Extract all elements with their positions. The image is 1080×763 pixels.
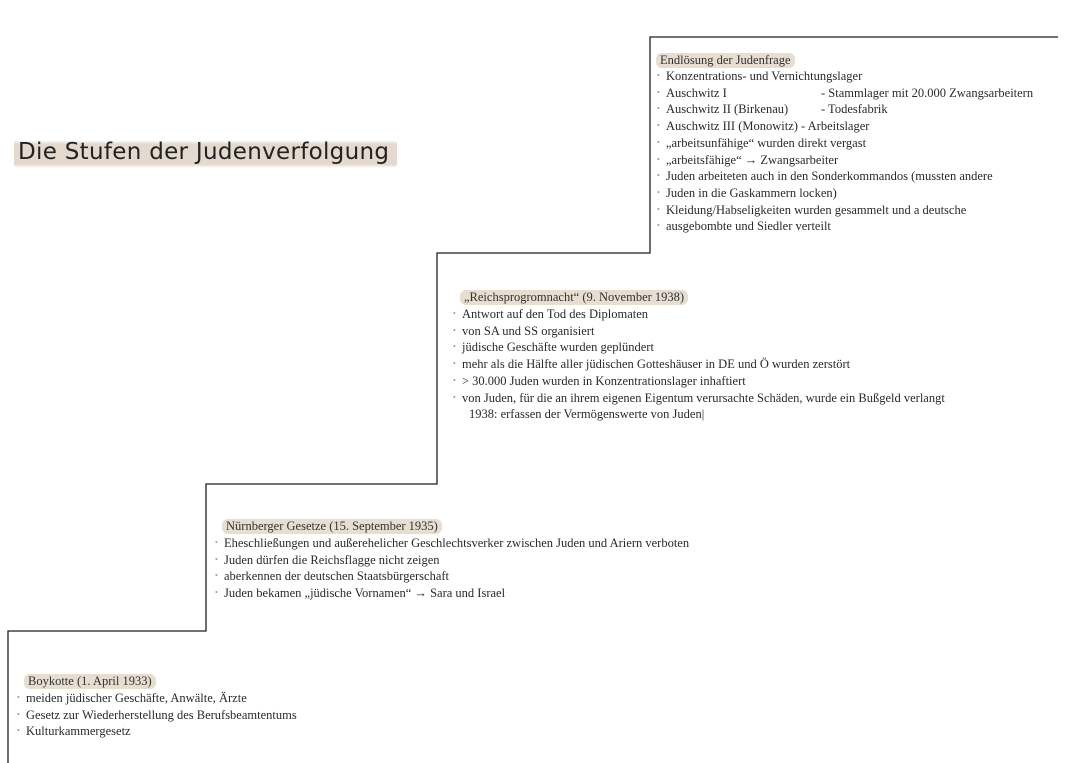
section-list [656, 68, 1033, 235]
list-item: • von SA und SS organisiert [452, 323, 945, 340]
section-reichspogromnacht [452, 288, 945, 423]
list-item: • Auschwitz II (Birkenau) - Todesfabrik [656, 101, 1033, 118]
list-item: • „arbeitsunfähige“ wurden direkt vergast [656, 135, 1033, 152]
section-heading: Nürnberger Gesetze (15. September 1935) [222, 519, 442, 534]
section-heading: Boykotte (1. April 1933) [24, 674, 156, 689]
list-item: • von Juden, für die an ihrem eigenen Eigentum verursachte Schäden, wurde ein Bußgeld verlangt [452, 390, 945, 407]
section-heading: Endlösung der Judenfrage [656, 53, 795, 68]
section-boykotte [16, 672, 297, 740]
list-item: • > 30.000 Juden wurden in Konzentrationslager inhaftiert [452, 373, 945, 390]
list-item: • Juden arbeiteten auch in den Sonderkommandos (mussten andere [656, 168, 1033, 185]
section-list [16, 690, 297, 740]
page-title: Die Stufen der Judenverfolgung [14, 138, 397, 168]
list-item: • Antwort auf den Tod des Diplomaten [452, 306, 945, 323]
list-item: • meiden jüdischer Geschäfte, Anwälte, Ärzte [16, 690, 297, 707]
section-endloesung [656, 51, 1033, 235]
list-item: • mehr als die Hälfte aller jüdischen Gotteshäuser in DE und Ö wurden zerstört [452, 356, 945, 373]
section-nuernberger-gesetze [214, 517, 689, 602]
list-item: • „arbeitsfähige“ → Zwangsarbeiter [656, 152, 1033, 169]
list-item: • Auschwitz III (Monowitz) - Arbeitslager [656, 118, 1033, 135]
list-item: • Juden dürfen die Reichsflagge nicht zeigen [214, 552, 689, 569]
list-item: • aberkennen der deutschen Staatsbürgerschaft [214, 568, 689, 585]
list-item: • Kulturkammergesetz [16, 723, 297, 740]
list-item: • Gesetz zur Wiederherstellung des Berufsbeamtentums [16, 707, 297, 724]
section-list [452, 306, 945, 423]
list-item: • Eheschließungen und außerehelicher Geschlechtsverker zwischen Juden und Ariern verboten [214, 535, 689, 552]
section-heading: „Reichsprogromnacht“ (9. November 1938) [460, 290, 688, 305]
list-item: • Kleidung/Habseligkeiten wurden gesammelt und a deutsche [656, 202, 1033, 219]
section-list [214, 535, 689, 602]
list-item: • Auschwitz I - Stammlager mit 20.000 Zwangsarbeitern [656, 85, 1033, 102]
list-item: • Juden in die Gaskammern locken) [656, 185, 1033, 202]
list-item: • Juden bekamen „jüdische Vornamen“ → Sara und Israel [214, 585, 689, 602]
list-item: • ausgebombte und Siedler verteilt [656, 218, 1033, 235]
list-item: • jüdische Geschäfte wurden geplündert [452, 339, 945, 356]
list-item: • Konzentrations- und Vernichtungslager [656, 68, 1033, 85]
list-item: 1938: erfassen der Vermögenswerte von Juden| [469, 407, 705, 422]
